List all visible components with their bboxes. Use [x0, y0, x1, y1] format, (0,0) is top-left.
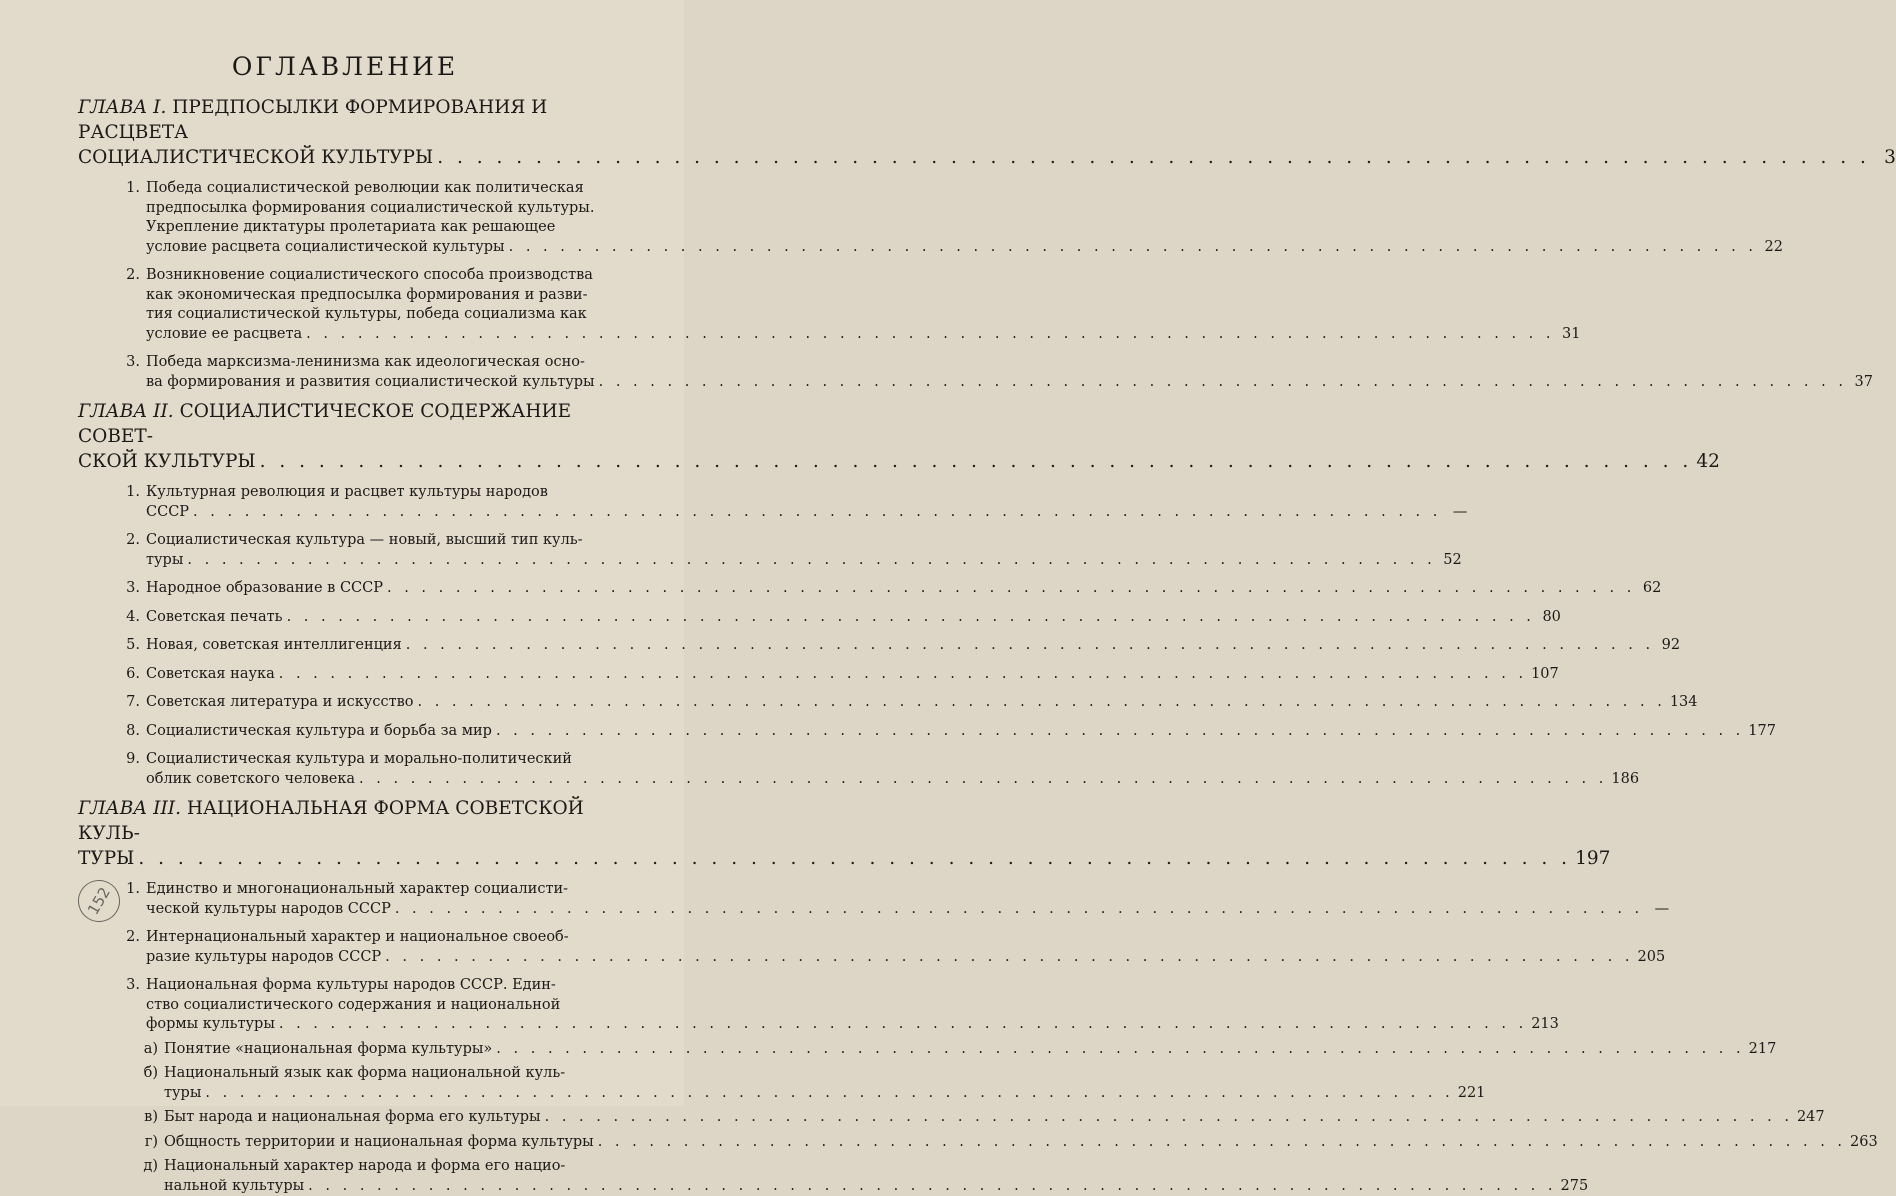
page-number: 92 [1658, 636, 1680, 656]
entry-text: Национальный язык как форма национальной куль- [164, 1064, 1485, 1084]
chapter-title-line [78, 796, 612, 846]
page-number: 3 [1874, 145, 1896, 170]
toc-entry [78, 976, 612, 1035]
entry-body [146, 636, 1680, 656]
entry-line-with-page [164, 1133, 1878, 1153]
table-of-contents [78, 52, 612, 1196]
toc-entry [78, 880, 612, 919]
entry-line-with-page [146, 579, 1661, 599]
entry-line-with-page [146, 722, 1776, 742]
toc-subentry [78, 1133, 612, 1153]
subentry-letter: д) [78, 1157, 164, 1196]
chapter-title-line [78, 399, 612, 449]
entry-number: 1. [78, 179, 146, 257]
leader-dots [306, 325, 1554, 345]
entry-text: Укрепление диктатуры пролетариата как решающее [146, 218, 1783, 238]
page-number: 197 [1575, 846, 1597, 871]
entry-body [146, 266, 1581, 344]
entry-line-with-page [164, 1040, 1776, 1060]
leader-dots [260, 449, 1693, 474]
entry-text: Культурная революция и расцвет культуры народов [146, 483, 1467, 503]
entry-body [146, 880, 1669, 919]
entry-body [146, 531, 1462, 570]
toc-entry [78, 483, 612, 522]
page-number: 205 [1638, 948, 1666, 968]
entry-text: Советская печать [146, 608, 283, 628]
entry-line-with-page [146, 900, 1669, 920]
entry-line-with-page [164, 1084, 1485, 1104]
entry-body [164, 1157, 1588, 1196]
chapter-number: ГЛАВА I. [78, 97, 166, 118]
entry-text: тия социалистической культуры, победа социализма как [146, 305, 1581, 325]
entry-line-with-page [146, 373, 1873, 393]
library-stamp: 152 [70, 872, 127, 929]
chapter-title: ТУРЫ [78, 846, 134, 871]
page-number: 22 [1761, 238, 1783, 258]
chapter-title: ПРЕДПОСЫЛКИ ФОРМИРОВАНИЯ И РАСЦВЕТА [78, 97, 547, 143]
entry-body [164, 1133, 1878, 1153]
entry-body [146, 608, 1561, 628]
entry-text: Общность территории и национальная форма культуры [164, 1133, 594, 1153]
page-number: 37 [1851, 373, 1873, 393]
entry-text: Национальный характер народа и форма его нацио- [164, 1157, 1588, 1177]
entry-text: Понятие «национальная форма культуры» [164, 1040, 492, 1060]
entry-number: 4. [78, 608, 146, 628]
chapter-number: ГЛАВА II. [78, 401, 174, 422]
entry-text: Социалистическая культура и морально-политический [146, 750, 1639, 770]
leader-dots [395, 900, 1643, 920]
entry-text: облик советского человека [146, 770, 355, 790]
entry-text: Советская литература и искусство [146, 693, 413, 713]
chapter-title: СКОЙ КУЛЬТУРЫ [78, 449, 256, 474]
toc-body [78, 95, 612, 1196]
toc-entry [78, 531, 612, 570]
toc-entry [78, 179, 612, 257]
entry-body [146, 483, 1467, 522]
entry-body [146, 928, 1665, 967]
entry-number: 3. [78, 353, 146, 392]
book-page [0, 0, 684, 1106]
entry-line-with-page [146, 238, 1783, 258]
entry-text: туры [164, 1084, 201, 1104]
entry-number: 1. [78, 483, 146, 522]
leader-dots [496, 1040, 1744, 1060]
entry-number: 3. [78, 579, 146, 599]
entry-number: 3. [78, 976, 146, 1035]
entry-line-with-page [146, 693, 1698, 713]
toc-entry [78, 665, 612, 685]
toc-subentry [78, 1040, 612, 1060]
page-number: — [1647, 900, 1669, 920]
leader-dots [385, 948, 1633, 968]
chapter-title-rest [78, 846, 612, 871]
entry-text: ство социалистического содержания и национальной [146, 996, 1559, 1016]
entry-number: 1. [78, 880, 146, 919]
toc-entry [78, 693, 612, 713]
entry-number: 2. [78, 531, 146, 570]
entry-number: 9. [78, 750, 146, 789]
leader-dots [308, 1177, 1556, 1196]
entry-text: условие расцвета социалистической культуры [146, 238, 505, 258]
leader-dots [417, 693, 1665, 713]
entry-line-with-page [146, 1015, 1559, 1035]
toc-subentry [78, 1108, 612, 1128]
subentry-letter: б) [78, 1064, 164, 1103]
toc-entry [78, 928, 612, 967]
leader-dots [279, 665, 1527, 685]
entry-body [146, 353, 1873, 392]
entry-line-with-page [146, 325, 1581, 345]
page-number: 213 [1531, 1015, 1559, 1035]
entry-text: Победа марксизма-ленинизма как идеологическая осно- [146, 353, 1873, 373]
entry-line-with-page [164, 1177, 1588, 1196]
entry-line-with-page [146, 665, 1559, 685]
entry-text: Народное образование в СССР [146, 579, 383, 599]
leader-dots [359, 770, 1607, 790]
entry-line-with-page [146, 608, 1561, 628]
chapter-title: СОЦИАЛИСТИЧЕСКОЙ КУЛЬТУРЫ [78, 145, 433, 170]
leader-dots [138, 846, 1571, 871]
entry-body [146, 976, 1559, 1035]
entry-text: ва формирования и развития социалистической культуры [146, 373, 595, 393]
toc-entry [78, 579, 612, 599]
entry-text: Социалистическая культура — новый, высший тип куль- [146, 531, 1462, 551]
page-number: 263 [1850, 1133, 1878, 1153]
page-number: 42 [1696, 449, 1718, 474]
leader-dots [599, 373, 1847, 393]
chapter-title-rest [78, 449, 612, 474]
entry-text: Советская наука [146, 665, 275, 685]
subentry-letter: в) [78, 1108, 164, 1128]
entry-text: Единство и многонациональный характер социалисти- [146, 880, 1669, 900]
page-number: 31 [1559, 325, 1581, 345]
entry-text: Быт народа и национальная форма его культуры [164, 1108, 541, 1128]
toc-entry [78, 750, 612, 789]
leader-dots [406, 636, 1654, 656]
chapter-title: НАЦИОНАЛЬНАЯ ФОРМА СОВЕТСКОЙ КУЛЬ- [78, 798, 584, 844]
entry-line-with-page [164, 1108, 1825, 1128]
toc-entry [78, 636, 612, 656]
page-title: ОГЛАВЛЕНИЕ [78, 52, 612, 81]
page-number: 275 [1561, 1177, 1589, 1196]
entry-number: 7. [78, 693, 146, 713]
entry-number: 8. [78, 722, 146, 742]
page-number: 247 [1797, 1108, 1825, 1128]
chapter-title-rest [78, 145, 612, 170]
entry-line-with-page [146, 503, 1467, 523]
chapter-line-with-page [78, 145, 612, 170]
leader-dots [205, 1084, 1453, 1104]
leader-dots [545, 1108, 1793, 1128]
entry-text: нальной культуры [164, 1177, 304, 1196]
entry-number: 6. [78, 665, 146, 685]
entry-text: СССР [146, 503, 189, 523]
entry-body [164, 1040, 1776, 1060]
toc-entry [78, 722, 612, 742]
leader-dots [187, 551, 1435, 571]
page-number: 186 [1611, 770, 1639, 790]
toc-subentry [78, 1157, 612, 1196]
entry-line-with-page [146, 636, 1680, 656]
entry-text: Возникновение социалистического способа производства [146, 266, 1581, 286]
chapter-heading [78, 95, 612, 170]
entry-body [164, 1108, 1825, 1128]
entry-line-with-page [146, 770, 1639, 790]
leader-dots [509, 238, 1757, 258]
entry-body [146, 665, 1559, 685]
chapter-heading [78, 399, 612, 474]
page-number: 221 [1458, 1084, 1486, 1104]
entry-text: ческой культуры народов СССР [146, 900, 391, 920]
leader-dots [598, 1133, 1846, 1153]
toc-entry [78, 266, 612, 344]
leader-dots [387, 579, 1635, 599]
chapter-number: ГЛАВА III. [78, 798, 181, 819]
page-number: 52 [1440, 551, 1462, 571]
entry-line-with-page [146, 948, 1665, 968]
chapter-line-with-page [78, 846, 612, 871]
leader-dots [437, 145, 1870, 170]
page-number: 177 [1748, 722, 1776, 742]
page-number: 134 [1670, 693, 1698, 713]
entry-number: 5. [78, 636, 146, 656]
entry-text: Новая, советская интеллигенция [146, 636, 402, 656]
entry-text: как экономическая предпосылка формирования и разви- [146, 286, 1581, 306]
entry-body [146, 750, 1639, 789]
entry-line-with-page [146, 551, 1462, 571]
chapter-title-line [78, 95, 612, 145]
entry-text: предпосылка формирования социалистической культуры. [146, 199, 1783, 219]
chapter-heading [78, 796, 612, 871]
leader-dots [279, 1015, 1527, 1035]
entry-body [146, 579, 1661, 599]
leader-dots [193, 503, 1441, 523]
toc-entry [78, 353, 612, 392]
page-number: 217 [1749, 1040, 1777, 1060]
entry-text: Победа социалистической революции как политическая [146, 179, 1783, 199]
leader-dots [287, 608, 1535, 628]
entry-body [146, 179, 1783, 257]
entry-text: туры [146, 551, 183, 571]
entry-text: разие культуры народов СССР [146, 948, 381, 968]
entry-body [164, 1064, 1485, 1103]
page-number: 107 [1531, 665, 1559, 685]
entry-text: формы культуры [146, 1015, 275, 1035]
entry-number: 2. [78, 266, 146, 344]
subentry-letter: г) [78, 1133, 164, 1153]
entry-body [146, 693, 1698, 713]
entry-text: условие ее расцвета [146, 325, 302, 345]
entry-text: Социалистическая культура и борьба за мир [146, 722, 492, 742]
entry-text: Интернациональный характер и национальное своеоб- [146, 928, 1665, 948]
chapter-title: СОЦИАЛИСТИЧЕСКОЕ СОДЕРЖАНИЕ СОВЕТ- [78, 401, 571, 447]
entry-text: Национальная форма культуры народов СССР. Един- [146, 976, 1559, 996]
page-number: — [1445, 503, 1467, 523]
leader-dots [496, 722, 1744, 742]
subentry-letter: а) [78, 1040, 164, 1060]
toc-entry [78, 608, 612, 628]
entry-number: 2. [78, 928, 146, 967]
page-number: 62 [1639, 579, 1661, 599]
toc-subentry [78, 1064, 612, 1103]
entry-body [146, 722, 1776, 742]
page-number: 80 [1539, 608, 1561, 628]
chapter-line-with-page [78, 449, 612, 474]
